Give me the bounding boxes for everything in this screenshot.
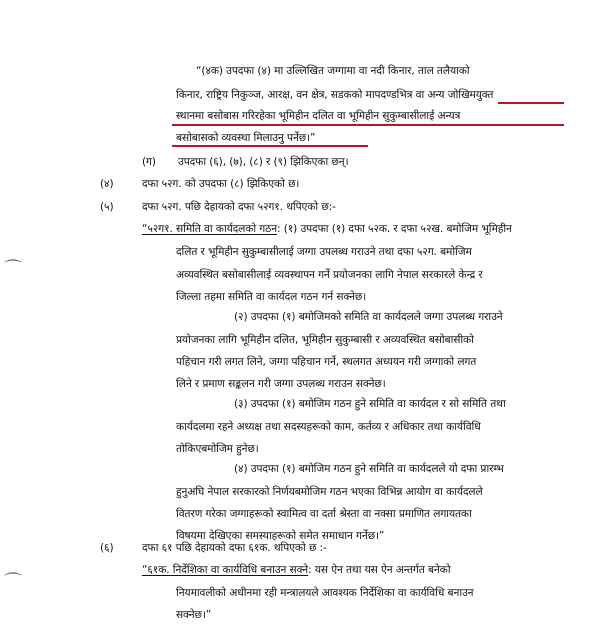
scan-mark-icon: ⌒ [4,259,22,280]
item-6-text: दफा ६१ पछि देहायको दफा ६१क. थपिएको छ :- [142,542,327,554]
section-52ga1-heading: “५२ग१. समिति वा कार्यदलको गठन [142,223,277,235]
section-52ga1-heading-rest: : (१) उपदफा (१) दफा ५२क. र दफा ५२ख. बमोजिम भूमिहीन [276,223,512,235]
section-52ga1-para2-line-2: प्रयोजनका लागि भूमिहीन दलित, भूमिहीन सुकुम्बासी र अव्यवस्थित बसोबासीको [176,334,474,346]
section-52ga1-para1-line-3: जिल्ला तहमा समिति वा कार्यदल गठन गर्न सक्नेछ। [176,291,367,303]
item-6-number: (६) [100,542,114,554]
highlight-underline-3 [172,145,368,147]
section-61ka-heading-rest: : यस ऐन तथा यस ऐन अन्तर्गत बनेको [308,564,451,576]
clause-4ka-line-3: स्थानमा बसोबास गरिरहेका भूमिहीन दलित वा भूमिहीन सुकुम्बासीलाई अन्यत्र [176,110,461,122]
item-ga-text: उपदफा (६), (७), (८) र (९) झिकिएका छन्। [178,156,349,168]
item-5-number: (५) [100,201,114,213]
section-52ga1-para4-line-2: हुनुअघि नेपाल सरकारको निर्णयबमोजिम गठन भएका विभिन्न आयोग वा कार्यदलले [176,486,483,498]
section-52ga1-para4-line-4: विषयमा देखिएका समस्याहरूको समेत समाधान गर्नेछ।” [176,530,385,542]
clause-4ka-line-2: किनार, राष्ट्रिय निकुञ्ज, आरक्ष, वन क्षेत्र, सडकको मापदण्डभित्र वा अन्य जोखिमयुक्त [176,89,494,101]
section-61ka-line-2: सक्नेछ।” [176,609,212,621]
section-52ga1-para3-line-1: (३) उपदफा (१) बमोजिम गठन हुने समिति वा कार्यदल र सो समिति तथा [234,398,506,410]
section-52ga1-para2-line-4: लिने र प्रमाण सङ्कलन गरी जग्गा उपलब्ध गराउन सक्नेछ। [176,378,386,390]
scan-mark-icon: ⌒ [4,572,22,593]
item-5-text: दफा ५२ग. पछि देहायको दफा ५२ग१. थपिएको छ:- [142,201,336,213]
section-52ga1-para4-line-1: (४) उपदफा (१) बमोजिम गठन हुने समिति वा कार्यदलले यो दफा प्रारम्भ [234,463,504,475]
section-52ga1-para1-line-2: अव्यवस्थित बसोबासीलाई व्यवस्थापन गर्ने प्रयोजनका लागि नेपाल सरकारले केन्द्र र [176,269,483,281]
highlight-underline-1 [498,102,564,104]
section-52ga1-para3-line-2: कार्यदलमा रहने अध्यक्ष तथा सदस्यहरूको काम, कर्तव्य र अधिकार तथा कार्यविधि [176,421,481,433]
section-52ga1-para1-line-1: दलित र भूमिहीन सुकुम्बासीलाई जग्गा उपलब्ध गराउने तथा दफा ५२ग. बमोजिम [176,246,472,258]
section-52ga1-para2-line-3: पहिचान गरी लगत लिने, जग्गा पहिचान गर्ने, स्थलगत अध्ययन गरी जग्गाको लगत [176,356,477,368]
item-ga-number: (ग) [142,156,156,168]
section-52ga1-para4-line-3: वितरण गरेका जग्गाहरूको स्वामित्व वा दर्ता श्रेस्ता वा नक्सा प्रमाणित लगायतका [176,508,472,520]
section-52ga1-para2-line-1: (२) उपदफा (१) बमोजिमको समिति वा कार्यदलले जग्गा उपलब्ध गराउने [234,311,503,323]
item-4-number: (४) [100,178,114,190]
clause-4ka-line-4: बसोबासको व्यवस्था मिलाउनु पर्नेछ।” [176,132,316,144]
section-61ka-line-1: नियमावलीको अधीनमा रही मन्त्रालयले आवश्यक निर्देशिका वा कार्यविधि बनाउन [176,587,474,599]
section-52ga1-para3-line-3: तोकिएबमोजिम हुनेछ। [176,443,259,455]
section-52ga1-heading-line [142,222,512,237]
section-61ka-heading: “६१क. निर्देशिका वा कार्यविधि बनाउन सक्ने [142,564,309,576]
clause-4ka-line-1: “(४क) उपदफा (४) मा उल्लिखित जग्गामा वा नदी किनार, ताल तलैयाको [196,65,470,77]
item-4-text: दफा ५२ग. को उपदफा (८) झिकिएको छ। [142,178,300,190]
highlight-underline-2 [172,124,564,126]
section-61ka-heading-line [142,563,450,578]
